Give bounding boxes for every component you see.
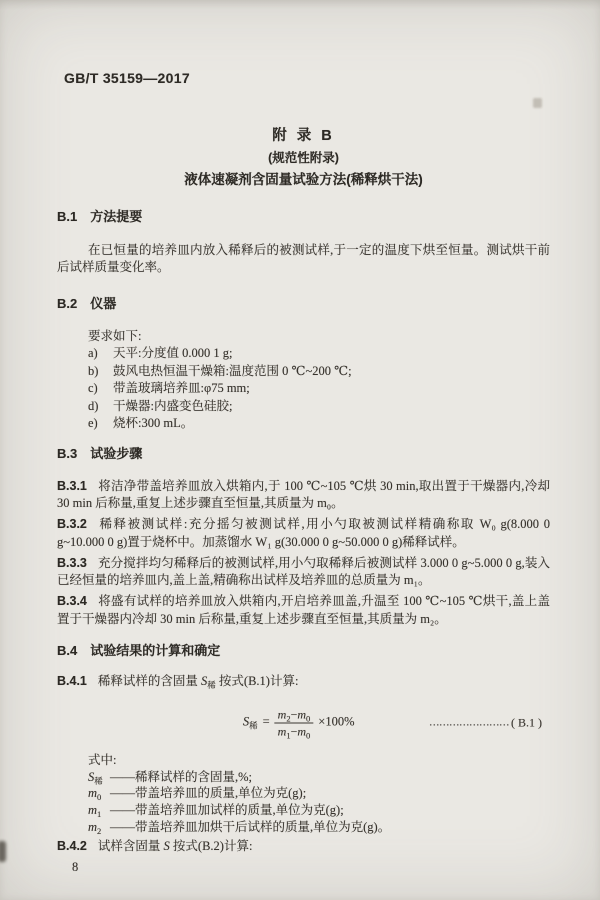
standard-code-header: GB/T 35159—2017 — [64, 70, 190, 86]
formula-lhs: $S_稀$ — [242, 714, 258, 731]
definition-row — [88, 769, 550, 786]
section-heading-b4 — [57, 642, 550, 660]
page-number: 8 — [72, 860, 79, 875]
step-b31 — [57, 478, 550, 513]
times-100-percent: ×100% — [318, 714, 355, 729]
definition-desc: ——带盖培养皿加试样的质量,单位为克(g); — [110, 803, 344, 818]
formula-b1-expression — [243, 707, 360, 738]
definition-row — [88, 802, 550, 819]
clause-b42 — [57, 838, 550, 856]
definition-row — [88, 785, 550, 802]
section-heading-b3 — [57, 445, 550, 463]
equipment-item — [88, 363, 550, 381]
b1-method-summary-paragraph: 在已恒量的培养皿内放入稀释后的被测试样,于一定的温度下烘至恒量。测试烘干前后试样质量变化率。 — [57, 242, 550, 274]
definition-desc: ——带盖培养皿的质量,单位为克(g); — [110, 786, 307, 801]
appendix-title: 附 录 B — [272, 127, 335, 144]
section-heading-b2 — [57, 295, 550, 313]
section-number: B.2 — [57, 295, 78, 311]
fraction-numerator: $m_2-m_0$ — [277, 707, 311, 723]
step-text: 充分搅拌均匀稀释后的被测试样,用小勺取稀释后被测试样 3.000 0 g~5.000 0 g,装入已经恒量的培养皿内,盖上盖,精确称出试样及培养皿的总质量为 m₁。 — [57, 555, 550, 587]
section-title: 试验步骤 — [90, 445, 143, 461]
definition-row — [88, 819, 550, 836]
b2-intro-line: 要求如下: — [88, 328, 142, 343]
list-item-label: d) — [88, 398, 99, 413]
definition-term: $S_稀$ — [88, 769, 103, 786]
list-item-text: 带盖玻璃培养皿:φ75 mm; — [113, 381, 250, 395]
dotted-leader: …………………… — [429, 716, 509, 728]
definition-term: $m_2$ — [88, 819, 102, 836]
list-item-label: a) — [88, 346, 98, 360]
step-label: B.3.3 — [57, 555, 87, 570]
section-number: B.3 — [57, 445, 78, 461]
variable-s-dilute: $S_稀$ — [201, 674, 216, 690]
formula-number: ( B.1 ) — [511, 714, 542, 729]
definition-desc: ——带盖培养皿加烘干后试样的质量,单位为克(g)。 — [110, 819, 391, 834]
equipment-item — [88, 398, 550, 416]
section-title: 方法提要 — [90, 208, 143, 224]
definition-term: $m_0$ — [88, 786, 102, 803]
variable-s: S — [163, 838, 170, 853]
list-item-label: b) — [88, 363, 99, 378]
appendix-title-block — [57, 125, 550, 191]
clause-text-pre: 试样含固量 — [97, 838, 164, 853]
scan-top-shadow — [0, 0, 600, 10]
section-heading-b1 — [57, 208, 550, 226]
section-title: 试验结果的计算和确定 — [90, 643, 221, 658]
fraction-denominator: $m_1-m_0$ — [275, 722, 314, 738]
clause-label: B.4.2 — [57, 838, 87, 853]
clause-text-pre: 稀释试样的含固量 — [97, 674, 202, 688]
clause-b41 — [57, 673, 550, 691]
equipment-item — [88, 345, 550, 363]
list-item-label: c) — [88, 381, 98, 395]
step-b34 — [57, 593, 550, 628]
section-title: 仪器 — [90, 295, 117, 311]
clause-label: B.4.1 — [57, 674, 87, 688]
equals-sign: = — [262, 714, 270, 729]
test-steps — [57, 478, 550, 629]
step-b33 — [57, 555, 550, 590]
definition-term: $m_1$ — [88, 803, 102, 820]
step-text: 将洁净带盖培养皿放入烘箱内,于 100 ℃~105 ℃烘 30 min,取出置于干燥器内,冷却 30 min 后称量,重复上述步骤直至恒量,其质量为 m₀。 — [57, 478, 550, 510]
formula-fraction — [275, 707, 314, 738]
step-label: B.3.4 — [57, 594, 87, 608]
clause-text-post: 按式(B.2)计算: — [169, 838, 253, 853]
formula-b1-reference — [429, 714, 542, 732]
step-label: B.3.1 — [57, 478, 87, 493]
clause-text-post: 按式(B.1)计算: — [215, 674, 299, 688]
list-item-text: 鼓风电热恒温干燥箱:温度范围 0 ℃~200 ℃; — [113, 363, 352, 378]
equipment-item — [88, 380, 550, 398]
appendix-method-name: 液体速凝剂含固量试验方法(稀释烘干法) — [184, 171, 423, 187]
list-item-label: e) — [88, 416, 98, 430]
formula-b1-row — [57, 701, 550, 745]
equipment-item — [88, 415, 550, 433]
step-label: B.3.2 — [57, 517, 87, 531]
where-clause-label: 式中: — [88, 752, 117, 767]
variable-definitions — [88, 769, 550, 836]
list-item-text: 烧杯:300 mL。 — [113, 416, 194, 430]
list-item-text: 天平:分度值 0.000 1 g; — [113, 346, 233, 360]
scan-artifact-smudge — [0, 841, 6, 862]
list-item-text: 干燥器:内盛变色硅胶; — [113, 398, 233, 413]
step-b32 — [57, 516, 550, 551]
equipment-list — [88, 345, 550, 433]
definition-desc: ——稀释试样的含固量,%; — [110, 769, 253, 784]
section-number: B.4 — [57, 643, 78, 658]
section-number: B.1 — [57, 208, 78, 224]
page-content — [57, 70, 550, 877]
step-text: 将盛有试样的培养皿放入烘箱内,开启培养皿盖,升温至 100 ℃~105 ℃烘干,盖上盖置于干燥器内冷却 30 min 后称量,重复上述步骤直至恒量,其质量为 m₂。 — [57, 594, 550, 626]
appendix-type: (规范性附录) — [268, 150, 339, 165]
step-text: 稀释被测试样:充分摇匀被测试样,用小勺取被测试样精确称取 W₀ g(8.000 0 g~10.000 0 g)置于烧杯中。加蒸馏水 W₁ g(30.000 0 g~50.000 0 g)稀释试样。 — [57, 517, 550, 549]
